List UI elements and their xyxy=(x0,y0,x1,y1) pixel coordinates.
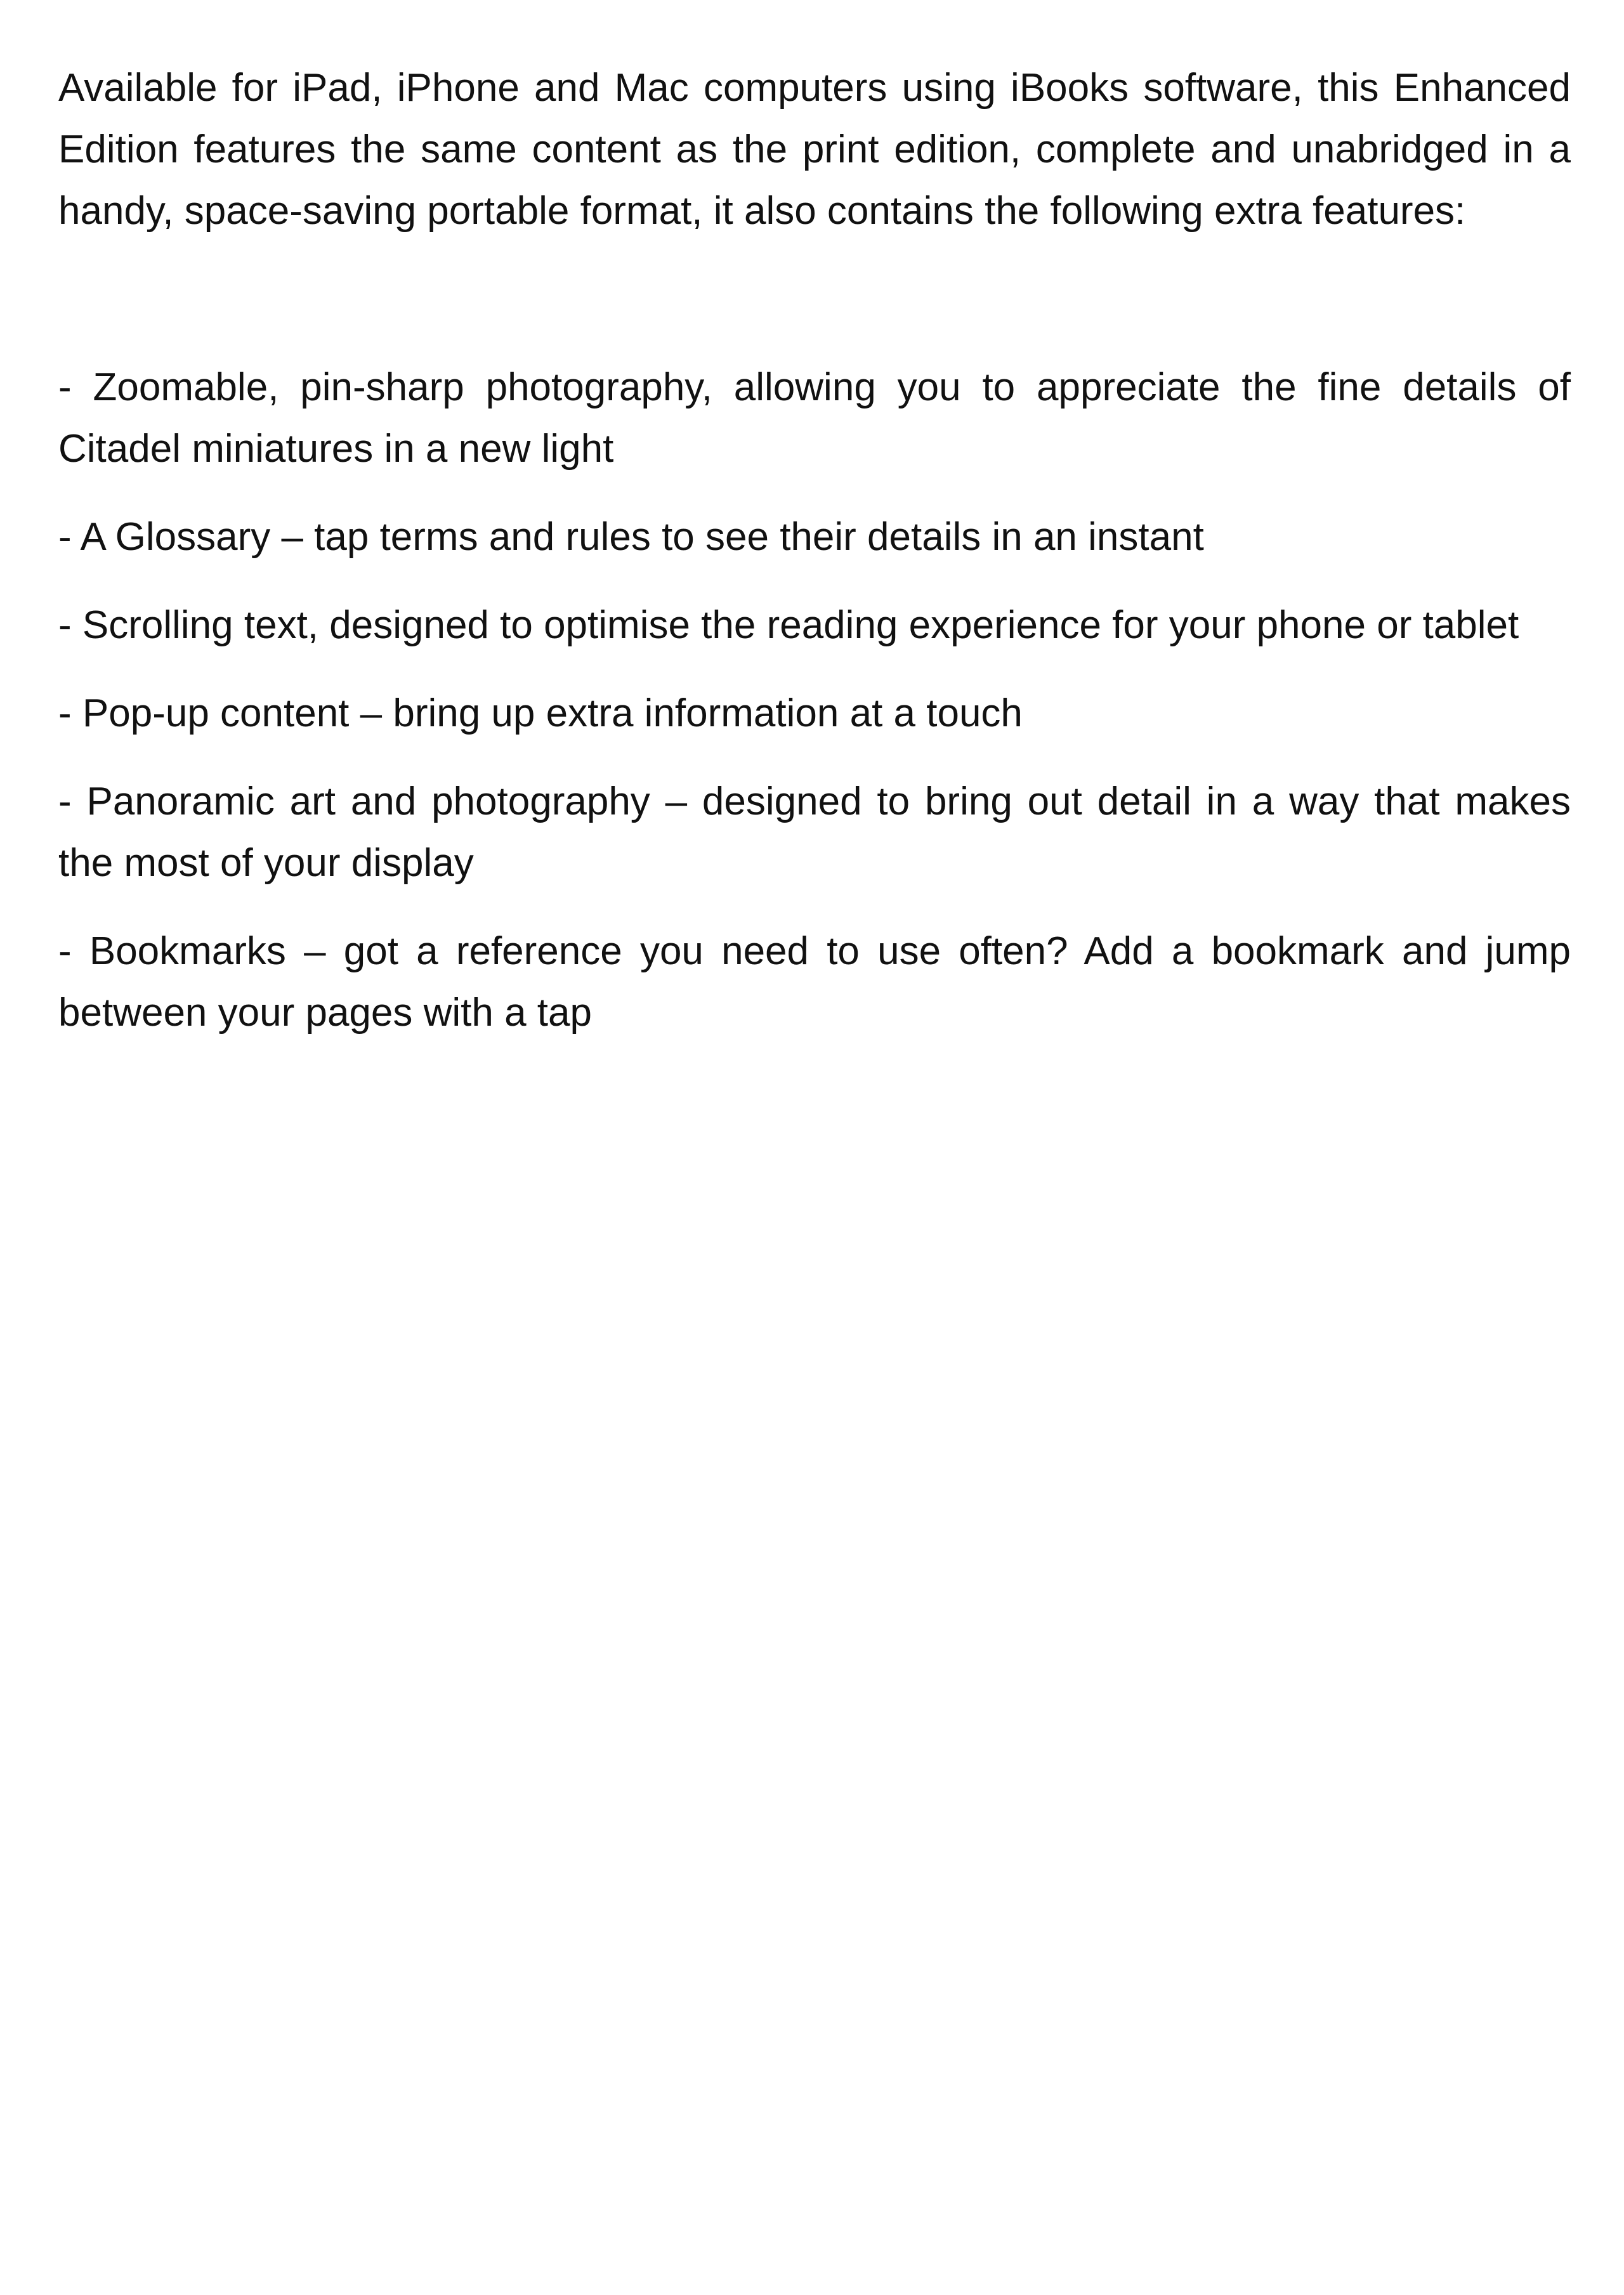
feature-list xyxy=(58,356,1571,1043)
feature-item: - Zoomable, pin-sharp photography, allowing you to appreciate the fine details of Citadel miniatures in a new light xyxy=(58,365,1571,471)
feature-item: - A Glossary – tap terms and rules to see their details in an instant xyxy=(58,515,1204,559)
feature-item: - Pop-up content – bring up extra information at a touch xyxy=(58,691,1023,735)
feature-item: - Scrolling text, designed to optimise the reading experience for your phone or tablet xyxy=(58,603,1519,647)
feature-item: - Bookmarks – got a reference you need to use often? Add a bookmark and jump between your pages with a tap xyxy=(58,929,1571,1035)
intro-paragraph: Available for iPad, iPhone and Mac computers using iBooks software, this Enhanced Edition features the same content as the print edition, complete and unabridged in a handy, space-saving portable format, it also contains the following extra features: xyxy=(58,66,1571,233)
document-page xyxy=(58,57,1571,1070)
feature-item: - Panoramic art and photography – designed to bring out detail in a way that makes the most of your display xyxy=(58,780,1571,885)
